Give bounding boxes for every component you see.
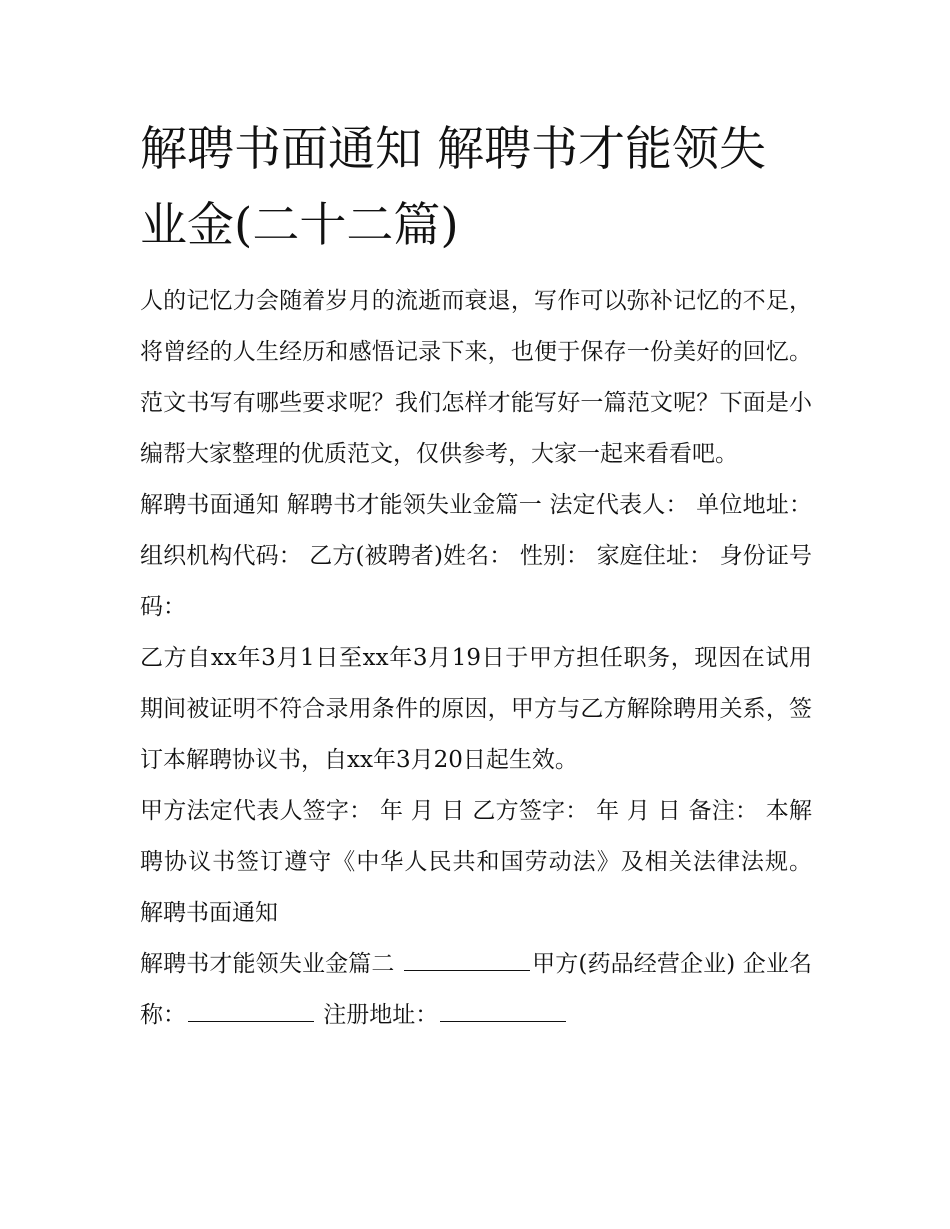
blank-line [440,1003,566,1022]
paragraph-4-part-2: 甲方(药品经营企业) 企业名称： [140,951,813,1028]
document-title [140,112,812,264]
title-line-1: 解聘书面通知 解聘书才能领失 [140,122,766,177]
blank-line [188,1003,314,1022]
paragraph-1: 解聘书面通知 解聘书才能领失业金篇一 法定代表人： 单位地址： 组织机构代码： 乙方(被聘者)姓名： 性别： 家庭住址： 身份证号码： [140,492,812,620]
paragraph-4-part-3: 注册地址： [316,1002,439,1028]
paragraph-4 [140,939,812,1041]
paragraph-3: 甲方法定代表人签字： 年 月 日 乙方签字： 年 月 日 备注： 本解聘协议书签订遵守《中华人民共和国劳动法》及相关法律法规。 解聘书面通知 [140,798,812,926]
blank-line [404,952,530,971]
paragraph-4-part-1: 解聘书才能领失业金篇二 [140,951,402,977]
document-page [140,112,812,1041]
intro-paragraph: 人的记忆力会随着岁月的流逝而衰退，写作可以弥补记忆的不足，将曾经的人生经历和感悟记录下来，也便于保存一份美好的回忆。范文书写有哪些要求呢？我们怎样才能写好一篇范文呢？下面是小编帮大家整理的优质范文，仅供参考，大家一起来看看吧。 [140,288,812,467]
title-line-2: 业金(二十二篇) [140,198,459,253]
paragraph-2: 乙方自xx年3月1日至xx年3月19日于甲方担任职务，现因在试用期间被证明不符合录用条件的原因，甲方与乙方解除聘用关系，签订本解聘协议书，自xx年3月20日起生效。 [140,645,812,773]
